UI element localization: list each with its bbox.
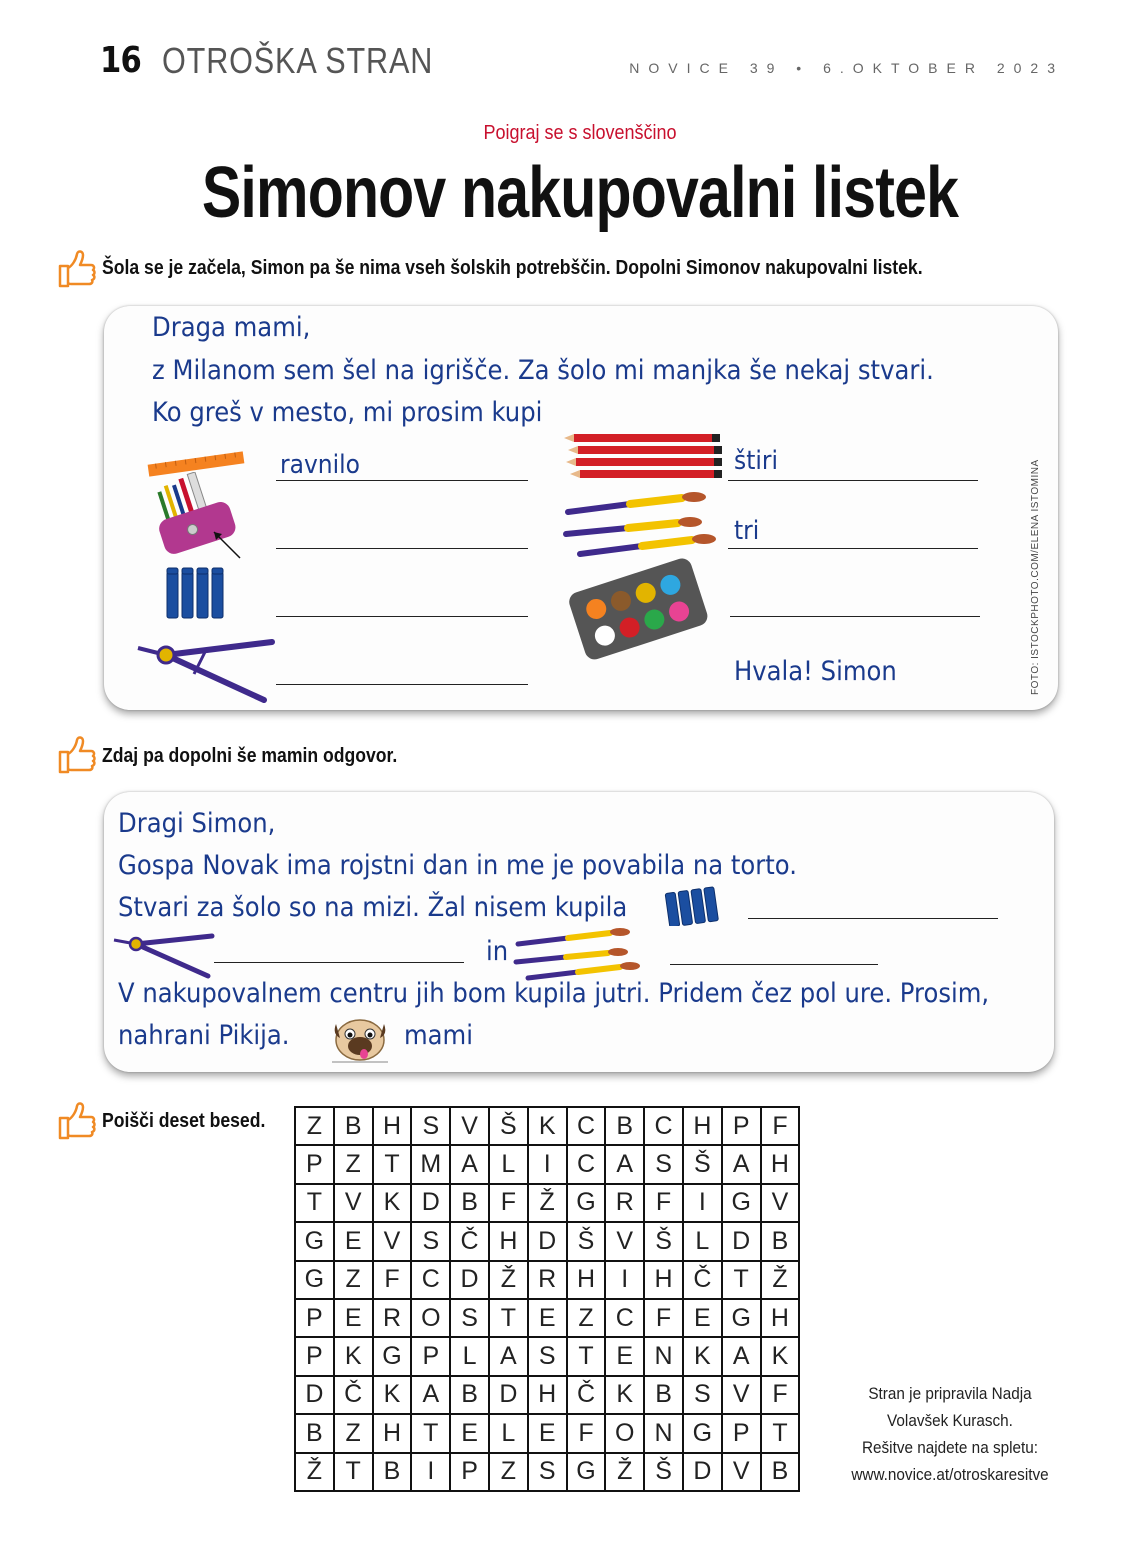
grid-cell[interactable]: B (605, 1107, 644, 1145)
thumbs-up-icon (54, 246, 98, 290)
grid-cell[interactable]: S (450, 1299, 489, 1337)
ink-cartridges-icon (664, 884, 720, 926)
grid-cell[interactable]: P (722, 1414, 761, 1452)
grid-cell[interactable]: K (761, 1337, 800, 1375)
grid-cell[interactable]: V (334, 1184, 373, 1222)
grid-cell[interactable]: S (411, 1107, 450, 1145)
mom-line2: Stvari za šolo so na mizi. Žal nisem kupila (118, 892, 628, 923)
grid-cell[interactable]: F (644, 1299, 683, 1337)
grid-row (295, 1337, 799, 1375)
kicker: Poigraj se s slovenščino (483, 122, 677, 144)
grid-cell[interactable]: H (761, 1145, 800, 1183)
grid-cell[interactable]: C (411, 1261, 450, 1299)
grid-cell[interactable]: Š (644, 1222, 683, 1260)
grid-cell[interactable]: A (411, 1376, 450, 1414)
grid-cell[interactable]: K (373, 1184, 412, 1222)
grid-cell[interactable]: L (683, 1222, 722, 1260)
grid-row (295, 1453, 799, 1491)
thumbs-up-icon (54, 1098, 98, 1142)
grid-cell[interactable]: D (722, 1222, 761, 1260)
grid-cell[interactable]: Š (644, 1453, 683, 1491)
grid-cell[interactable]: T (567, 1337, 606, 1375)
page-title: Simonov nakupovalni listek (201, 153, 959, 233)
grid-cell[interactable]: B (295, 1414, 334, 1452)
answer-brushes: tri (734, 516, 760, 546)
grid-cell[interactable]: G (373, 1337, 412, 1375)
answer-line-2[interactable] (276, 548, 528, 549)
grid-cell[interactable]: N (644, 1337, 683, 1375)
grid-cell[interactable]: G (722, 1299, 761, 1337)
grid-cell[interactable]: Č (683, 1261, 722, 1299)
grid-cell[interactable]: E (528, 1414, 567, 1452)
simon-signoff: Hvala! Simon (734, 656, 897, 687)
grid-cell[interactable]: S (528, 1453, 567, 1491)
grid-cell[interactable]: P (295, 1145, 334, 1183)
simon-greeting: Draga mami, (152, 312, 311, 343)
grid-cell[interactable]: F (761, 1107, 800, 1145)
grid-cell[interactable]: S (411, 1222, 450, 1260)
mom-line1: Gospa Novak ima rojstni dan in me je povabila na torto. (118, 850, 797, 881)
thumbs-up-icon (54, 732, 98, 776)
grid-cell[interactable]: G (722, 1184, 761, 1222)
grid-cell[interactable]: V (373, 1222, 412, 1260)
answer-line-1[interactable] (276, 480, 528, 481)
grid-cell[interactable]: T (373, 1145, 412, 1183)
grid-cell[interactable]: F (644, 1184, 683, 1222)
grid-cell[interactable]: V (722, 1376, 761, 1414)
watercolor-palette-icon (568, 556, 708, 660)
grid-cell[interactable]: Š (683, 1145, 722, 1183)
grid-cell[interactable]: Z (567, 1299, 606, 1337)
grid-cell[interactable]: H (373, 1107, 412, 1145)
grid-cell[interactable]: I (605, 1261, 644, 1299)
grid-row (295, 1299, 799, 1337)
answer-line-5[interactable] (728, 480, 978, 481)
grid-cell[interactable]: G (295, 1261, 334, 1299)
grid-cell[interactable]: Č (334, 1376, 373, 1414)
grid-row (295, 1376, 799, 1414)
grid-cell[interactable]: Z (334, 1414, 373, 1452)
grid-cell[interactable]: K (605, 1376, 644, 1414)
grid-cell[interactable]: P (411, 1337, 450, 1375)
grid-cell[interactable]: K (683, 1337, 722, 1375)
grid-cell[interactable]: S (644, 1145, 683, 1183)
grid-cell[interactable]: B (761, 1222, 800, 1260)
grid-cell[interactable]: B (644, 1376, 683, 1414)
grid-cell[interactable]: S (528, 1337, 567, 1375)
task1-instruction: Šola se je začela, Simon pa še nima vseh šolskih potrebščin. Dopolni Simonov nakupovalni listek. (102, 257, 923, 279)
grid-cell[interactable]: A (722, 1145, 761, 1183)
simon-line1: z Milanom sem šel na igrišče. Za šolo mi manjka še nekaj stvari. (152, 355, 934, 386)
grid-cell[interactable]: P (722, 1107, 761, 1145)
grid-row (295, 1107, 799, 1145)
task3-instruction: Poišči deset besed. (102, 1110, 266, 1132)
grid-cell[interactable]: H (567, 1261, 606, 1299)
answer-pencils: štiri (734, 446, 779, 476)
grid-cell[interactable]: Č (567, 1376, 606, 1414)
grid-cell[interactable]: E (683, 1299, 722, 1337)
grid-cell[interactable]: A (605, 1145, 644, 1183)
grid-cell[interactable]: C (567, 1107, 606, 1145)
grid-cell[interactable]: A (450, 1145, 489, 1183)
grid-cell[interactable]: C (567, 1145, 606, 1183)
grid-cell[interactable]: B (761, 1453, 800, 1491)
pencils-icon (562, 430, 724, 480)
mom-greeting: Dragi Simon, (118, 808, 276, 839)
grid-cell[interactable]: V (761, 1184, 800, 1222)
grid-cell[interactable]: V (722, 1453, 761, 1491)
grid-cell[interactable]: Z (489, 1453, 528, 1491)
grid-cell[interactable]: A (722, 1337, 761, 1375)
answer-ruler: ravnilo (280, 450, 360, 480)
grid-cell[interactable]: B (450, 1184, 489, 1222)
grid-cell[interactable]: F (761, 1376, 800, 1414)
grid-cell[interactable]: A (489, 1337, 528, 1375)
grid-cell[interactable]: L (450, 1337, 489, 1375)
grid-cell[interactable]: B (334, 1107, 373, 1145)
grid-cell[interactable]: I (683, 1184, 722, 1222)
grid-cell[interactable]: Č (450, 1222, 489, 1260)
grid-cell[interactable]: D (683, 1453, 722, 1491)
solutions-link[interactable]: www.novice.at/otroskaresitve (851, 1465, 1049, 1484)
compass-icon (112, 930, 216, 980)
grid-cell[interactable]: N (644, 1414, 683, 1452)
grid-cell[interactable]: F (567, 1414, 606, 1452)
mom-answer-line-2[interactable] (214, 962, 464, 963)
grid-cell[interactable]: D (450, 1261, 489, 1299)
grid-cell[interactable]: E (528, 1299, 567, 1337)
mom-conjunction: in (486, 936, 509, 967)
dog-icon (328, 1010, 392, 1066)
grid-cell[interactable]: K (334, 1337, 373, 1375)
compass-icon (136, 630, 276, 704)
grid-cell[interactable]: T (489, 1299, 528, 1337)
grid-cell[interactable]: H (761, 1299, 800, 1337)
grid-cell[interactable]: K (373, 1376, 412, 1414)
grid-row (295, 1222, 799, 1260)
grid-cell[interactable]: Š (567, 1222, 606, 1260)
grid-cell[interactable]: R (373, 1299, 412, 1337)
grid-cell[interactable]: O (411, 1299, 450, 1337)
grid-cell[interactable]: E (334, 1222, 373, 1260)
mom-line4: nahrani Pikija. (118, 1020, 290, 1051)
info-line: Volavšek Kurasch. (887, 1411, 1013, 1430)
answer-line-3[interactable] (276, 616, 528, 617)
info-box (851, 1380, 1049, 1488)
grid-cell[interactable]: G (567, 1184, 606, 1222)
grid-cell[interactable]: R (605, 1184, 644, 1222)
section-title: OTROŠKA STRAN (162, 40, 434, 81)
grid-cell[interactable]: T (295, 1184, 334, 1222)
grid-cell[interactable]: Z (295, 1107, 334, 1145)
answer-line-4[interactable] (276, 684, 528, 685)
grid-cell[interactable]: P (295, 1299, 334, 1337)
grid-cell[interactable]: E (450, 1414, 489, 1452)
grid-cell[interactable]: E (334, 1299, 373, 1337)
grid-cell[interactable]: Ž (489, 1261, 528, 1299)
grid-cell[interactable]: Z (334, 1261, 373, 1299)
grid-cell[interactable]: V (450, 1107, 489, 1145)
grid-cell[interactable]: D (489, 1376, 528, 1414)
grid-cell[interactable]: O (605, 1414, 644, 1452)
simon-line2: Ko greš v mesto, mi prosim kupi (152, 397, 543, 428)
grid-cell[interactable]: L (489, 1145, 528, 1183)
grid-cell[interactable]: S (683, 1376, 722, 1414)
grid-cell[interactable]: Ž (528, 1184, 567, 1222)
grid-cell[interactable]: Š (489, 1107, 528, 1145)
grid-cell[interactable]: L (489, 1414, 528, 1452)
grid-cell[interactable]: B (373, 1453, 412, 1491)
grid-cell[interactable]: G (295, 1222, 334, 1260)
grid-cell[interactable]: H (528, 1376, 567, 1414)
grid-cell[interactable]: C (605, 1299, 644, 1337)
ink-cartridges-icon (164, 566, 228, 620)
grid-row (295, 1414, 799, 1452)
grid-cell[interactable]: G (683, 1414, 722, 1452)
grid-cell[interactable]: E (605, 1337, 644, 1375)
grid-row (295, 1145, 799, 1183)
info-line: Rešitve najdete na spletu: (861, 1438, 1039, 1457)
grid-cell[interactable]: K (528, 1107, 567, 1145)
grid-cell[interactable]: D (295, 1376, 334, 1414)
paintbrushes-icon (512, 926, 642, 982)
mom-signoff: mami (404, 1020, 473, 1051)
grid-cell[interactable]: G (567, 1453, 606, 1491)
word-search-grid (294, 1106, 800, 1492)
grid-cell[interactable]: Ž (761, 1261, 800, 1299)
grid-cell[interactable]: D (411, 1184, 450, 1222)
grid-cell[interactable]: Z (334, 1145, 373, 1183)
grid-cell[interactable]: D (528, 1222, 567, 1260)
grid-cell[interactable]: H (373, 1414, 412, 1452)
grid-cell[interactable]: T (334, 1453, 373, 1491)
grid-cell[interactable]: C (644, 1107, 683, 1145)
answer-line-7[interactable] (730, 616, 980, 617)
grid-row (295, 1184, 799, 1222)
page-number: 16 (100, 40, 141, 81)
grid-row (295, 1261, 799, 1299)
grid-cell[interactable]: P (295, 1337, 334, 1375)
grid-cell[interactable]: V (605, 1222, 644, 1260)
grid-cell[interactable]: T (761, 1414, 800, 1452)
photo-credit: FOTO: ISTOCKPHOTO.COM/ELENA ISTOMINA (1030, 459, 1041, 695)
grid-cell[interactable]: H (644, 1261, 683, 1299)
grid-cell[interactable]: T (411, 1414, 450, 1452)
grid-cell[interactable]: P (450, 1453, 489, 1491)
mom-answer-line-3[interactable] (670, 964, 878, 965)
grid-cell[interactable]: B (450, 1376, 489, 1414)
grid-cell[interactable]: Ž (605, 1453, 644, 1491)
grid-cell[interactable]: R (528, 1261, 567, 1299)
grid-cell[interactable]: M (411, 1145, 450, 1183)
grid-cell[interactable]: F (489, 1184, 528, 1222)
grid-cell[interactable]: I (411, 1453, 450, 1491)
grid-cell[interactable]: Ž (295, 1453, 334, 1491)
grid-cell[interactable]: I (528, 1145, 567, 1183)
grid-cell[interactable]: H (489, 1222, 528, 1260)
pencil-case-icon (152, 472, 247, 567)
info-line: Stran je pripravila Nadja (868, 1384, 1032, 1403)
answer-line-6[interactable] (728, 548, 978, 549)
grid-cell[interactable]: H (683, 1107, 722, 1145)
issue-info: NOVICE 39 • 6.OKTOBER 2023 (629, 60, 1064, 76)
grid-cell[interactable]: F (373, 1261, 412, 1299)
mom-answer-line-1[interactable] (748, 918, 998, 919)
paintbrushes-icon (560, 490, 720, 560)
task2-instruction: Zdaj pa dopolni še mamin odgovor. (102, 745, 398, 767)
mom-line3: V nakupovalnem centru jih bom kupila jutri. Pridem čez pol ure. Prosim, (118, 978, 990, 1009)
grid-cell[interactable]: T (722, 1261, 761, 1299)
